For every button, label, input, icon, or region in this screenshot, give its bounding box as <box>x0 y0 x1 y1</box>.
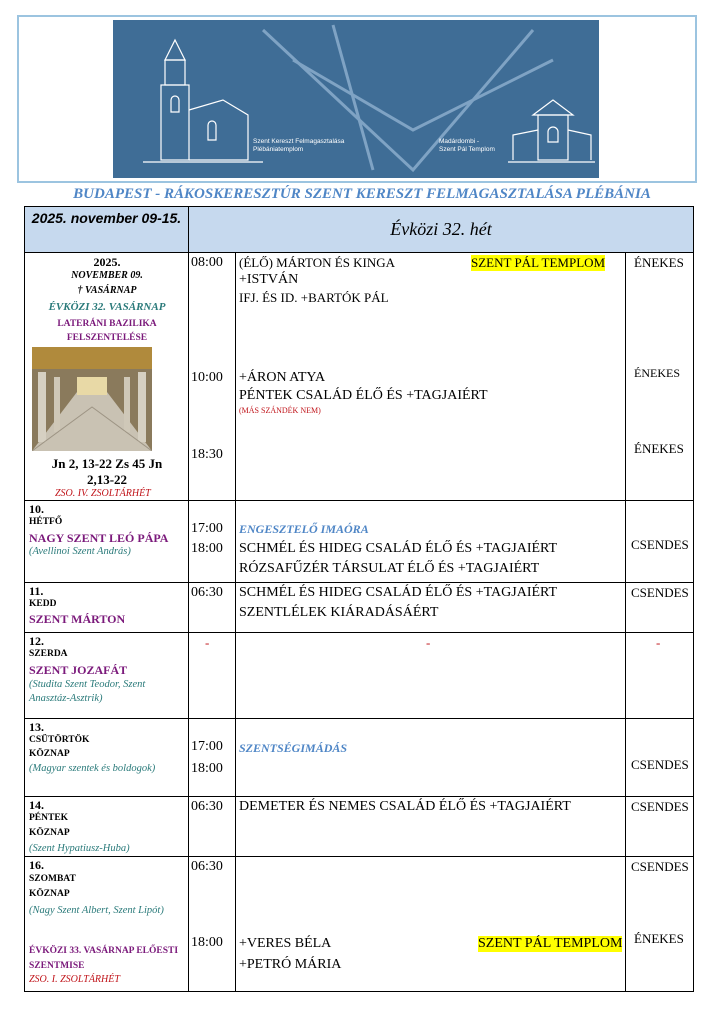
day-number: 12. <box>29 634 44 648</box>
mass-time: 17:00 <box>191 521 223 536</box>
mass-time: 06:30 <box>191 859 223 874</box>
empty-dash: - <box>205 635 210 650</box>
lateran-basilica-photo <box>32 347 152 451</box>
day-name: PÉNTEK <box>29 813 69 823</box>
intention-line: +VERES BÉLA <box>239 936 332 951</box>
day-type: KÖZNAP <box>29 749 70 759</box>
friday-intentions <box>236 797 626 857</box>
music-type: CSENDES <box>631 585 689 600</box>
empty-dash: - <box>656 635 661 650</box>
sunday-readings: Jn 2, 13-22 Zs 45 Jn 2,13-22 <box>51 456 163 487</box>
sunday-year: 2025. <box>93 255 121 269</box>
wednesday-music <box>626 633 694 719</box>
day-row-thursday <box>25 719 694 797</box>
music-type: CSENDES <box>631 859 689 874</box>
day-number: 13. <box>29 720 44 734</box>
mass-time: 08:00 <box>191 255 223 270</box>
saint-name: NAGY SZENT LEÓ PÁPA <box>29 531 169 545</box>
mass-time: 06:30 <box>191 585 223 600</box>
intention-line: RÓZSAFŰZÉR TÁRSULAT ÉLŐ ÉS +TAGJAIÉRT <box>239 561 540 576</box>
friday-times <box>189 797 236 857</box>
thursday-intentions <box>236 719 626 797</box>
saint-name: SZENT MÁRTON <box>29 612 126 626</box>
intention-line: +PETRÓ MÁRIA <box>239 957 342 972</box>
memorial: (Szent Hypatiusz-Huba) <box>29 843 130 854</box>
day-row-saturday <box>25 857 694 992</box>
day-row-monday <box>25 501 694 583</box>
music-type: ÉNEKES <box>634 366 680 380</box>
saturday-times <box>189 857 236 992</box>
day-row-sunday <box>25 253 694 501</box>
empty-dash: - <box>426 635 431 650</box>
mass-time: 18:30 <box>191 447 223 462</box>
intention-line: SZENTLÉLEK KIÁRADÁSÁÉRT <box>239 605 439 620</box>
location-badge: SZENT PÁL TEMPLOM <box>478 936 623 951</box>
day-number: 10. <box>29 502 44 516</box>
memorial: (Magyar szentek és boldogok) <box>29 763 156 774</box>
day-type: KÖZNAP <box>29 828 70 838</box>
day-number: 16. <box>29 858 44 872</box>
sunday-dayname: † VASÁRNAP <box>77 285 137 296</box>
day-row-wednesday <box>25 633 694 719</box>
memorial: (Studita Szent Teodor, Szent Anasztáz-Asztrik) <box>29 679 146 704</box>
music-type: ÉNEKES <box>634 931 684 946</box>
intention-line: (ÉLŐ) MÁRTON ÉS KINGA <box>239 255 396 270</box>
day-name: HÉTFŐ <box>29 517 63 527</box>
mass-time: 18:00 <box>191 761 223 776</box>
saturday-psalter: ZSO. I. ZSOLTÁRHÉT <box>29 974 120 985</box>
sunday-feast: LATERÁNI BAZILIKA FELSZENTELÉSE <box>57 319 157 343</box>
intention-line: DEMETER ÉS NEMES CSALÁD ÉLŐ ÉS +TAGJAIÉRT <box>239 799 571 814</box>
left-church-caption: Szent Kereszt Felmagasztalása Plébániatemplom <box>253 138 345 153</box>
music-type: CSENDES <box>631 757 689 772</box>
tuesday-times <box>189 583 236 633</box>
tuesday-intentions <box>236 583 626 633</box>
right-church-caption: Madárdombi - Szent Pál Templom <box>439 138 495 153</box>
sunday-intentions <box>236 253 626 501</box>
mass-time: 17:00 <box>191 739 223 754</box>
event-label: SZENTSÉGIMÁDÁS <box>239 741 348 755</box>
thursday-music <box>626 719 694 797</box>
intention-line: SCHMÉL ÉS HIDEG CSALÁD ÉLŐ ÉS +TAGJAIÉRT <box>239 585 558 600</box>
thursday-info <box>25 719 189 797</box>
tuesday-music <box>626 583 694 633</box>
mass-time: 18:00 <box>191 935 223 950</box>
mass-time: 06:30 <box>191 799 223 814</box>
weekly-schedule-table <box>24 206 694 992</box>
day-name: SZERDA <box>29 649 68 659</box>
intention-line: PÉNTEK CSALÁD ÉLŐ ÉS +TAGJAIÉRT <box>239 388 488 403</box>
sunday-psalter: ZSO. IV. ZSOLTÁRHÉT <box>55 488 151 499</box>
saturday-music <box>626 857 694 992</box>
saturday-intentions <box>236 857 626 992</box>
sunday-date: NOVEMBER 09. <box>71 270 143 281</box>
day-row-friday <box>25 797 694 857</box>
day-name: CSÜTÖRTÖK <box>29 735 90 745</box>
wednesday-info <box>25 633 189 719</box>
date-range: 2025. november 09-15. <box>25 207 189 253</box>
saint-name: SZENT JOZAFÁT <box>29 663 128 677</box>
monday-intentions <box>236 501 626 583</box>
friday-music <box>626 797 694 857</box>
monday-times <box>189 501 236 583</box>
friday-info <box>25 797 189 857</box>
day-number: 14. <box>29 798 44 812</box>
day-row-tuesday <box>25 583 694 633</box>
sunday-liturgical: ÉVKÖZI 32. VASÁRNAP <box>48 301 166 313</box>
thursday-times <box>189 719 236 797</box>
intention-line: SCHMÉL ÉS HIDEG CSALÁD ÉLŐ ÉS +TAGJAIÉRT <box>239 541 558 556</box>
music-type: ÉNEKES <box>634 441 684 456</box>
mass-time: 18:00 <box>191 541 223 556</box>
church-logo-image <box>113 20 599 178</box>
tuesday-info <box>25 583 189 633</box>
memorial: (Avellinoi Szent András) <box>29 546 131 557</box>
vigil-mass-label: ÉVKÖZI 33. VASÁRNAP ELŐESTI SZENTMISE <box>29 946 179 971</box>
sunday-music <box>626 253 694 501</box>
music-type: CSENDES <box>631 799 689 814</box>
music-type: ÉNEKES <box>634 255 684 270</box>
day-name: KEDD <box>29 599 57 609</box>
event-label: ENGESZTELŐ IMAÓRA <box>239 522 369 536</box>
header-row <box>25 207 694 253</box>
music-type: CSENDES <box>631 537 689 552</box>
day-name: SZOMBAT <box>29 874 76 884</box>
monday-info <box>25 501 189 583</box>
day-type: KÖZNAP <box>29 889 70 899</box>
saturday-info <box>25 857 189 992</box>
parish-title: BUDAPEST - RÁKOSKERESZTÚR SZENT KERESZT FELMAGASZTALÁSA PLÉBÁNIA <box>73 186 651 202</box>
parish-banner <box>113 20 599 178</box>
week-title: Évközi 32. hét <box>189 207 694 253</box>
sunday-info <box>25 253 189 501</box>
location-badge: SZENT PÁL TEMPLOM <box>471 255 606 270</box>
intention-line: +ÁRON ATYA <box>239 370 326 385</box>
mass-time: 10:00 <box>191 370 223 385</box>
day-number: 11. <box>29 584 44 598</box>
memorial: (Nagy Szent Albert, Szent Lipót) <box>29 905 164 916</box>
intention-note: (MÁS SZÁNDÉK NEM) <box>239 406 321 415</box>
wednesday-intentions <box>236 633 626 719</box>
monday-music <box>626 501 694 583</box>
sunday-times <box>189 253 236 501</box>
wednesday-times <box>189 633 236 719</box>
intention-line: IFJ. ÉS ID. +BARTÓK PÁL <box>239 290 389 305</box>
intention-line: +ISTVÁN <box>239 272 299 287</box>
